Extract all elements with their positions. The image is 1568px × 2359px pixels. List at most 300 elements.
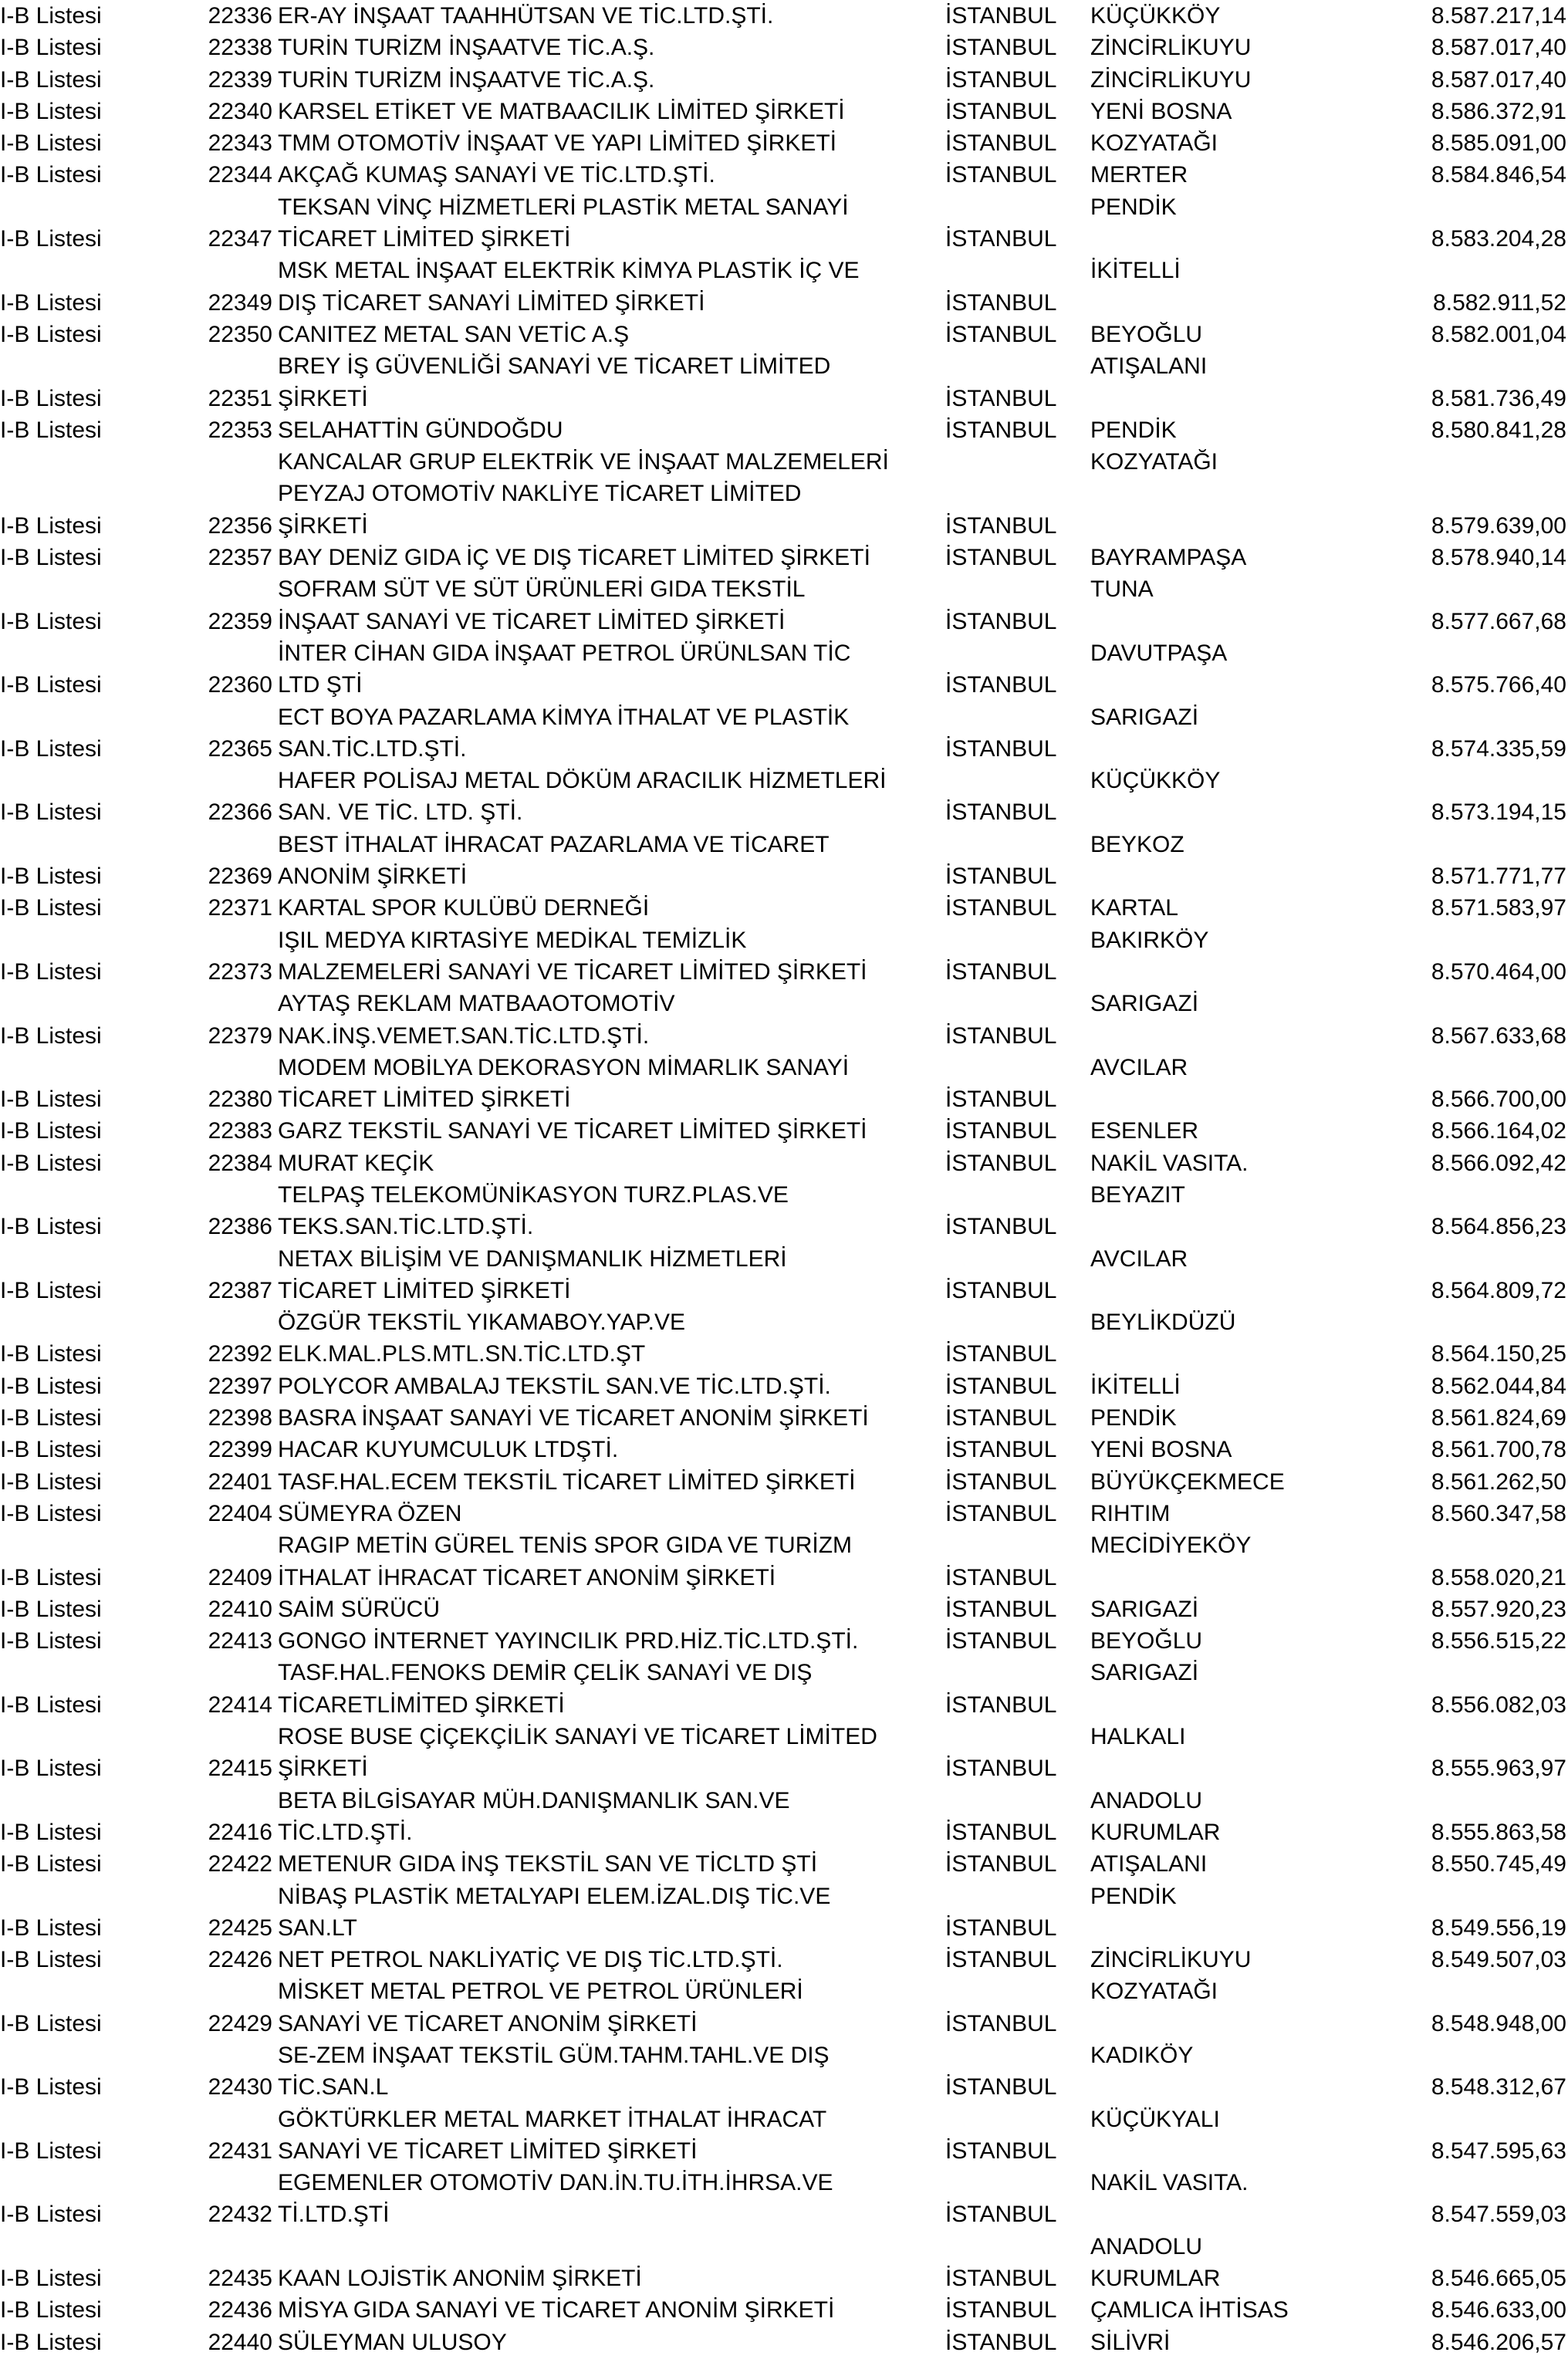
record-number-cell: 22386 [208, 1214, 272, 1240]
table-row-line [0, 1466, 1568, 1498]
amount-cell: 8.574.335,59 [1431, 735, 1566, 762]
company-name-cell: NETAX BİLİŞİM VE DANIŞMANLIK HİZMETLERİ [278, 1245, 787, 1272]
district-cell: AVCILAR [1090, 1245, 1188, 1272]
table-row-line [0, 796, 1568, 828]
table-row-line [0, 1147, 1568, 1179]
table-row [0, 1881, 1568, 1945]
table-row-line [0, 1115, 1568, 1147]
table-row [0, 1052, 1568, 1116]
record-number-cell: 22349 [208, 289, 272, 316]
district-cell: ESENLER [1090, 1118, 1199, 1144]
list-name-cell: I-B Listesi [0, 608, 102, 634]
amount-cell: 8.583.204,28 [1431, 226, 1566, 252]
amount-cell: 8.556.515,22 [1431, 1628, 1566, 1654]
city-cell: İSTANBUL [945, 98, 1057, 124]
table-row-line [0, 127, 1568, 159]
amount-cell: 8.547.595,63 [1431, 2138, 1566, 2164]
list-name-cell: I-B Listesi [0, 321, 102, 347]
amount-cell: 8.573.194,15 [1431, 799, 1566, 826]
company-name-cell: Tİ.LTD.ŞTİ [278, 2202, 390, 2228]
city-cell: İSTANBUL [945, 1819, 1057, 1845]
table-row [0, 1147, 1568, 1179]
record-number-cell: 22431 [208, 2138, 272, 2164]
company-name-cell: METENUR GIDA İNŞ TEKSTİL SAN VE TİCLTD ŞTİ [278, 1851, 818, 1877]
amount-cell: 8.580.841,28 [1431, 417, 1566, 443]
amount-cell: 8.584.846,54 [1431, 162, 1566, 188]
table-row-line [0, 956, 1568, 988]
table-row-line [0, 733, 1568, 765]
record-number-cell: 22435 [208, 2266, 272, 2292]
district-cell: KÜÇÜKKÖY [1090, 3, 1221, 29]
table-row [0, 1657, 1568, 1721]
table-row-line [0, 32, 1568, 63]
record-number-cell: 22429 [208, 2010, 272, 2036]
city-cell: İSTANBUL [945, 735, 1057, 762]
city-cell: İSTANBUL [945, 321, 1057, 347]
table-row-line [0, 1689, 1568, 1721]
city-cell: İSTANBUL [945, 799, 1057, 826]
city-cell: İSTANBUL [945, 2010, 1057, 2036]
district-cell: YENİ BOSNA [1090, 1437, 1232, 1463]
city-cell: İSTANBUL [945, 385, 1057, 411]
amount-cell: 8.564.856,23 [1431, 1214, 1566, 1240]
table-row [0, 32, 1568, 63]
city-cell: İSTANBUL [945, 1150, 1057, 1176]
amount-cell: 8.547.559,03 [1431, 2202, 1566, 2228]
table-row [0, 1848, 1568, 1880]
city-cell: İSTANBUL [945, 1947, 1057, 1973]
company-name-cell: TASF.HAL.ECEM TEKSTİL TİCARET LİMİTED ŞİRKETİ [278, 1468, 856, 1495]
record-number-cell: 22410 [208, 1596, 272, 1622]
company-name-cell: İNŞAAT SANAYİ VE TİCARET LİMİTED ŞİRKETİ [278, 608, 786, 634]
record-number-cell: 22397 [208, 1373, 272, 1399]
city-cell: İSTANBUL [945, 1468, 1057, 1495]
city-cell: İSTANBUL [945, 2297, 1057, 2324]
city-cell: İSTANBUL [945, 3, 1057, 29]
city-cell: İSTANBUL [945, 864, 1057, 890]
district-cell: TUNA [1090, 576, 1154, 603]
table-row-line [0, 223, 1568, 255]
company-name-cell: MSK METAL İNŞAAT ELEKTRİK KİMYA PLASTİK İÇ VE [278, 258, 860, 284]
amount-cell: 8.575.766,40 [1431, 672, 1566, 698]
company-name-cell: TİCARET LİMİTED ŞİRKETİ [278, 226, 571, 252]
record-number-cell: 22336 [208, 3, 272, 29]
list-name-cell: I-B Listesi [0, 1373, 102, 1399]
company-name-cell: TİCARET LİMİTED ŞİRKETİ [278, 1277, 571, 1303]
record-number-cell: 22357 [208, 545, 272, 571]
table-row-line [0, 191, 1568, 223]
list-name-cell: I-B Listesi [0, 1596, 102, 1622]
table-row [0, 446, 1568, 542]
list-name-cell: I-B Listesi [0, 289, 102, 316]
table-row-line [0, 988, 1568, 1019]
amount-cell: 8.548.312,67 [1431, 2074, 1566, 2100]
list-name-cell: I-B Listesi [0, 1851, 102, 1877]
record-number-cell: 22353 [208, 417, 272, 443]
city-cell: İSTANBUL [945, 1851, 1057, 1877]
district-cell: KOZYATAĞI [1090, 1979, 1218, 2005]
company-name-cell: BREY İŞ GÜVENLİĞİ SANAYİ VE TİCARET LİMİTED [278, 353, 831, 380]
table-row [0, 2327, 1568, 2358]
city-cell: İSTANBUL [945, 1437, 1057, 1463]
amount-cell: 8.549.556,19 [1431, 1915, 1566, 1941]
district-cell: BAKIRKÖY [1090, 927, 1209, 953]
district-cell: PENDİK [1090, 194, 1177, 220]
table-row-line [0, 1944, 1568, 1975]
table-row-line [0, 860, 1568, 892]
district-cell: BEYAZIT [1090, 1181, 1185, 1208]
amount-cell: 8.567.633,68 [1431, 1022, 1566, 1049]
company-name-cell: IŞIL MEDYA KIRTASİYE MEDİKAL TEMİZLİK [278, 927, 747, 953]
company-name-cell: TİCARET LİMİTED ŞİRKETİ [278, 1087, 571, 1113]
city-cell: İSTANBUL [945, 2074, 1057, 2100]
district-cell: BÜYÜKÇEKMECE [1090, 1468, 1285, 1495]
company-name-cell: POLYCOR AMBALAJ TEKSTİL SAN.VE TİC.LTD.ŞTİ. [278, 1373, 831, 1399]
district-cell: ÇAMLICA İHTİSAS [1090, 2297, 1289, 2324]
record-number-cell: 22369 [208, 864, 272, 890]
table-row-line [0, 2104, 1568, 2135]
company-name-cell: TASF.HAL.FENOKS DEMİR ÇELİK SANAYİ VE DIŞ [278, 1660, 813, 1686]
company-name-cell: HACAR KUYUMCULUK LTDŞTİ. [278, 1437, 619, 1463]
amount-cell: 8.561.700,78 [1431, 1437, 1566, 1463]
company-name-cell: CANITEZ METAL SAN VETİC A.Ş [278, 321, 630, 347]
table-row-line [0, 2327, 1568, 2358]
district-cell: SARIGAZİ [1090, 991, 1199, 1017]
company-name-cell: ŞİRKETİ [278, 512, 368, 539]
table-row [0, 64, 1568, 96]
record-number-cell: 22399 [208, 1437, 272, 1463]
table-row-line [0, 1498, 1568, 1529]
company-name-cell: PEYZAJ OTOMOTİV NAKLİYE TİCARET LİMİTED [278, 481, 802, 507]
company-name-cell: TİCARETLİMİTED ŞİRKETİ [278, 1692, 565, 1718]
table-row [0, 127, 1568, 159]
table-row-line [0, 1594, 1568, 1625]
list-name-cell: I-B Listesi [0, 35, 102, 61]
table-row [0, 2104, 1568, 2168]
list-name-cell: I-B Listesi [0, 162, 102, 188]
amount-cell: 8.546.206,57 [1431, 2329, 1566, 2355]
city-cell: İSTANBUL [945, 226, 1057, 252]
list-name-cell: I-B Listesi [0, 1087, 102, 1113]
company-name-cell: MİSKET METAL PETROL VE PETROL ÜRÜNLERİ [278, 1979, 803, 2005]
table-row-line [0, 2263, 1568, 2294]
company-name-cell: ELK.MAL.PLS.MTL.SN.TİC.LTD.ŞT [278, 1341, 646, 1367]
record-number-cell: 22347 [208, 226, 272, 252]
table-row-line [0, 2231, 1568, 2263]
record-number-cell: 22371 [208, 895, 272, 921]
record-number-cell: 22383 [208, 1118, 272, 1144]
district-cell: SARIGAZİ [1090, 1660, 1199, 1686]
company-name-cell: ER-AY İNŞAAT TAAHHÜTSAN VE TİC.LTD.ŞTİ. [278, 3, 774, 29]
district-cell: ZİNCİRLİKUYU [1090, 66, 1252, 93]
table-row-line [0, 606, 1568, 637]
company-name-cell: NET PETROL NAKLİYATİÇ VE DIŞ TİC.LTD.ŞTİ. [278, 1947, 783, 1973]
record-number-cell: 22392 [208, 1341, 272, 1367]
table-row-line [0, 510, 1568, 542]
company-name-cell: SAN.TİC.LTD.ŞTİ. [278, 735, 467, 762]
district-cell: KURUMLAR [1090, 1819, 1221, 1845]
company-name-cell: TEKSAN VİNÇ HİZMETLERİ PLASTİK METAL SANAYİ [278, 194, 849, 220]
record-number-cell: 22343 [208, 130, 272, 157]
district-cell: BEYOĞLU [1090, 321, 1203, 347]
record-number-cell: 22430 [208, 2074, 272, 2100]
city-cell: İSTANBUL [945, 2329, 1057, 2355]
table-row [0, 701, 1568, 765]
record-number-cell: 22416 [208, 1819, 272, 1845]
list-name-cell: I-B Listesi [0, 385, 102, 411]
record-number-cell: 22432 [208, 2202, 272, 2228]
amount-cell: 8.585.091,00 [1431, 130, 1566, 157]
city-cell: İSTANBUL [945, 608, 1057, 634]
table-row-line [0, 1211, 1568, 1242]
amount-cell: 8.548.948,00 [1431, 2010, 1566, 2036]
amount-cell: 8.566.700,00 [1431, 1087, 1566, 1113]
company-name-cell: SÜMEYRA ÖZEN [278, 1500, 462, 1526]
record-number-cell: 22415 [208, 1756, 272, 1782]
list-name-cell: I-B Listesi [0, 1022, 102, 1049]
amount-cell: 8.555.863,58 [1431, 1819, 1566, 1845]
district-cell: KÜÇÜKYALI [1090, 2106, 1220, 2132]
list-name-cell: I-B Listesi [0, 417, 102, 443]
district-cell: KOZYATAĞI [1090, 449, 1218, 475]
company-name-cell: BETA BİLGİSAYAR MÜH.DANIŞMANLIK SAN.VE [278, 1787, 790, 1813]
table-row-line [0, 1912, 1568, 1944]
company-name-cell: TURİN TURİZM İNŞAATVE TİC.A.Ş. [278, 66, 655, 93]
district-cell: KARTAL [1090, 895, 1178, 921]
city-cell: İSTANBUL [945, 2202, 1057, 2228]
amount-cell: 8.581.736,49 [1431, 385, 1566, 411]
record-number-cell: 22359 [208, 608, 272, 634]
list-name-cell: I-B Listesi [0, 1150, 102, 1176]
record-number-cell: 22380 [208, 1087, 272, 1113]
amount-cell: 8.550.745,49 [1431, 1851, 1566, 1877]
company-name-cell: KANCALAR GRUP ELEKTRİK VE İNŞAAT MALZEMELERİ [278, 449, 889, 475]
table-row [0, 1529, 1568, 1594]
table-row-line [0, 446, 1568, 478]
list-name-cell: I-B Listesi [0, 1277, 102, 1303]
table-row [0, 829, 1568, 893]
city-cell: İSTANBUL [945, 1564, 1057, 1590]
table-row-line [0, 383, 1568, 414]
district-cell: ANADOLU [1090, 2233, 1203, 2259]
list-name-cell: I-B Listesi [0, 1915, 102, 1941]
table-row-line [0, 159, 1568, 191]
record-number-cell: 22422 [208, 1851, 272, 1877]
company-name-cell: LTD ŞTİ [278, 672, 363, 698]
table-row [0, 2040, 1568, 2104]
list-name-cell: I-B Listesi [0, 1564, 102, 1590]
table-row-line [0, 0, 1568, 32]
table-row-line [0, 829, 1568, 860]
company-name-cell: GONGO İNTERNET YAYINCILIK PRD.HİZ.TİC.LTD.ŞTİ. [278, 1628, 859, 1654]
city-cell: İSTANBUL [945, 130, 1057, 157]
record-number-cell: 22404 [208, 1500, 272, 1526]
record-number-cell: 22409 [208, 1564, 272, 1590]
district-cell: PENDİK [1090, 417, 1177, 443]
record-number-cell: 22414 [208, 1692, 272, 1718]
district-cell: BEYOĞLU [1090, 1628, 1203, 1654]
list-name-cell: I-B Listesi [0, 1500, 102, 1526]
city-cell: İSTANBUL [945, 672, 1057, 698]
company-name-cell: TEKS.SAN.TİC.LTD.ŞTİ. [278, 1214, 534, 1240]
table-row-line [0, 350, 1568, 382]
table-row [0, 0, 1568, 32]
company-name-cell: TİC.SAN.L [278, 2074, 389, 2100]
district-cell: BAYRAMPAŞA [1090, 545, 1247, 571]
record-number-cell: 22384 [208, 1150, 272, 1176]
company-name-cell: NİBAŞ PLASTİK METALYAPI ELEM.İZAL.DIŞ TİC.VE [278, 1883, 831, 1909]
table-row-line [0, 1657, 1568, 1688]
list-name-cell: I-B Listesi [0, 66, 102, 93]
company-name-cell: ANONİM ŞİRKETİ [278, 864, 468, 890]
table-row-line [0, 1306, 1568, 1338]
table-row-line [0, 924, 1568, 956]
city-cell: İSTANBUL [945, 289, 1057, 316]
table-row-line [0, 669, 1568, 701]
company-name-cell: TURİN TURİZM İNŞAATVE TİC.A.Ş. [278, 35, 655, 61]
table-row-line [0, 1785, 1568, 1817]
table-row-line [0, 1083, 1568, 1115]
amount-cell: 8.546.665,05 [1431, 2266, 1566, 2292]
table-row-line [0, 573, 1568, 605]
table-row-line [0, 1179, 1568, 1211]
list-name-cell: I-B Listesi [0, 2329, 102, 2355]
city-cell: İSTANBUL [945, 1915, 1057, 1941]
company-name-cell: SAN. VE TİC. LTD. ŞTİ. [278, 799, 523, 826]
list-name-cell: I-B Listesi [0, 2074, 102, 2100]
list-name-cell: I-B Listesi [0, 512, 102, 539]
table-row [0, 159, 1568, 191]
district-cell: SİLİVRİ [1090, 2329, 1171, 2355]
company-name-cell: AYTAŞ REKLAM MATBAAOTOMOTİV [278, 991, 675, 1017]
company-name-cell: İNTER CİHAN GIDA İNŞAAT PETROL ÜRÜNLSAN TİC [278, 640, 851, 666]
amount-cell: 8.582.911,52 [1433, 289, 1566, 316]
city-cell: İSTANBUL [945, 162, 1057, 188]
table-row [0, 255, 1568, 319]
company-name-cell: BAY DENİZ GIDA İÇ VE DIŞ TİCARET LİMİTED ŞİRKETİ [278, 545, 870, 571]
amount-cell: 8.570.464,00 [1431, 958, 1566, 985]
table-row-line [0, 765, 1568, 796]
table-row-line [0, 1275, 1568, 1306]
amount-cell: 8.586.372,91 [1431, 98, 1566, 124]
list-name-cell: I-B Listesi [0, 895, 102, 921]
amount-cell: 8.546.633,00 [1431, 2297, 1566, 2324]
amount-cell: 8.579.639,00 [1431, 512, 1566, 539]
list-name-cell: I-B Listesi [0, 1628, 102, 1654]
table-row [0, 1466, 1568, 1498]
amount-cell: 8.561.262,50 [1431, 1468, 1566, 1495]
table-row-line [0, 1848, 1568, 1880]
record-number-cell: 22365 [208, 735, 272, 762]
list-name-cell: I-B Listesi [0, 735, 102, 762]
record-number-cell: 22401 [208, 1468, 272, 1495]
company-name-cell: TİC.LTD.ŞTİ. [278, 1819, 413, 1845]
table-row-line [0, 1721, 1568, 1752]
district-cell: NAKİL VASITA. [1090, 1150, 1249, 1176]
record-number-cell: 22426 [208, 1947, 272, 1973]
record-number-cell: 22344 [208, 162, 272, 188]
city-cell: İSTANBUL [945, 2266, 1057, 2292]
list-name-cell: I-B Listesi [0, 545, 102, 571]
amount-cell: 8.549.507,03 [1431, 1947, 1566, 1973]
city-cell: İSTANBUL [945, 545, 1057, 571]
district-cell: DAVUTPAŞA [1090, 640, 1228, 666]
company-name-cell: BASRA İNŞAAT SANAYİ VE TİCARET ANONİM ŞİRKETİ [278, 1405, 869, 1431]
list-name-cell: I-B Listesi [0, 3, 102, 29]
table-row-line [0, 2294, 1568, 2326]
list-name-cell: I-B Listesi [0, 1819, 102, 1845]
company-name-cell: ÖZGÜR TEKSTİL YIKAMABOY.YAP.VE [278, 1310, 685, 1336]
list-name-cell: I-B Listesi [0, 98, 102, 124]
table-row-line [0, 1817, 1568, 1848]
district-cell: PENDİK [1090, 1883, 1177, 1909]
amount-cell: 8.564.150,25 [1431, 1341, 1566, 1367]
city-cell: İSTANBUL [945, 417, 1057, 443]
city-cell: İSTANBUL [945, 35, 1057, 61]
list-name-cell: I-B Listesi [0, 226, 102, 252]
table-row-line [0, 1752, 1568, 1784]
table-row-line [0, 2135, 1568, 2167]
table-row-line [0, 287, 1568, 319]
table-row [0, 1498, 1568, 1529]
list-name-cell: I-B Listesi [0, 672, 102, 698]
record-number-cell: 22340 [208, 98, 272, 124]
table-row [0, 2167, 1568, 2231]
table-row [0, 765, 1568, 829]
district-cell: ZİNCİRLİKUYU [1090, 35, 1252, 61]
district-cell: ATIŞALANI [1090, 353, 1208, 380]
district-cell: RIHTIM [1090, 1500, 1171, 1526]
amount-cell: 8.587.017,40 [1431, 35, 1566, 61]
table-row [0, 892, 1568, 924]
list-name-cell: I-B Listesi [0, 2202, 102, 2228]
amount-cell: 8.556.082,03 [1431, 1692, 1566, 1718]
city-cell: İSTANBUL [945, 895, 1057, 921]
company-name-cell: MODEM MOBİLYA DEKORASYON MİMARLIK SANAYİ [278, 1054, 850, 1080]
table-row [0, 2294, 1568, 2326]
district-cell: YENİ BOSNA [1090, 98, 1232, 124]
company-name-cell: SANAYİ VE TİCARET LİMİTED ŞİRKETİ [278, 2138, 698, 2164]
table-row [0, 1115, 1568, 1147]
table-row [0, 1402, 1568, 1434]
district-cell: KURUMLAR [1090, 2266, 1221, 2292]
company-name-cell: ŞİRKETİ [278, 1756, 368, 1782]
company-name-cell: MALZEMELERİ SANAYİ VE TİCARET LİMİTED ŞİRKETİ [278, 958, 867, 985]
table-row-line [0, 414, 1568, 446]
record-number-cell: 22379 [208, 1022, 272, 1049]
table-row-line [0, 1529, 1568, 1561]
city-cell: İSTANBUL [945, 1500, 1057, 1526]
table-row [0, 637, 1568, 701]
record-number-cell: 22440 [208, 2329, 272, 2355]
company-name-cell: AKÇAĞ KUMAŞ SANAYİ VE TİC.LTD.ŞTİ. [278, 162, 715, 188]
district-cell: KÜÇÜKKÖY [1090, 768, 1221, 794]
company-name-cell: DIŞ TİCARET SANAYİ LİMİTED ŞİRKETİ [278, 289, 705, 316]
city-cell: İSTANBUL [945, 1628, 1057, 1654]
company-name-cell: SAN.LT [278, 1915, 357, 1941]
list-name-cell: I-B Listesi [0, 1692, 102, 1718]
table-row [0, 1944, 1568, 1975]
table-row [0, 1306, 1568, 1370]
table-row-line [0, 1562, 1568, 1594]
amount-cell: 8.578.940,14 [1431, 545, 1566, 571]
amount-cell: 8.571.583,97 [1431, 895, 1566, 921]
table-row-line [0, 1370, 1568, 1402]
company-name-cell: NAK.İNŞ.VEMET.SAN.TİC.LTD.ŞTİ. [278, 1022, 650, 1049]
table-row-line [0, 892, 1568, 924]
list-name-cell: I-B Listesi [0, 1214, 102, 1240]
company-name-cell: SOFRAM SÜT VE SÜT ÜRÜNLERİ GIDA TEKSTİL [278, 576, 806, 603]
